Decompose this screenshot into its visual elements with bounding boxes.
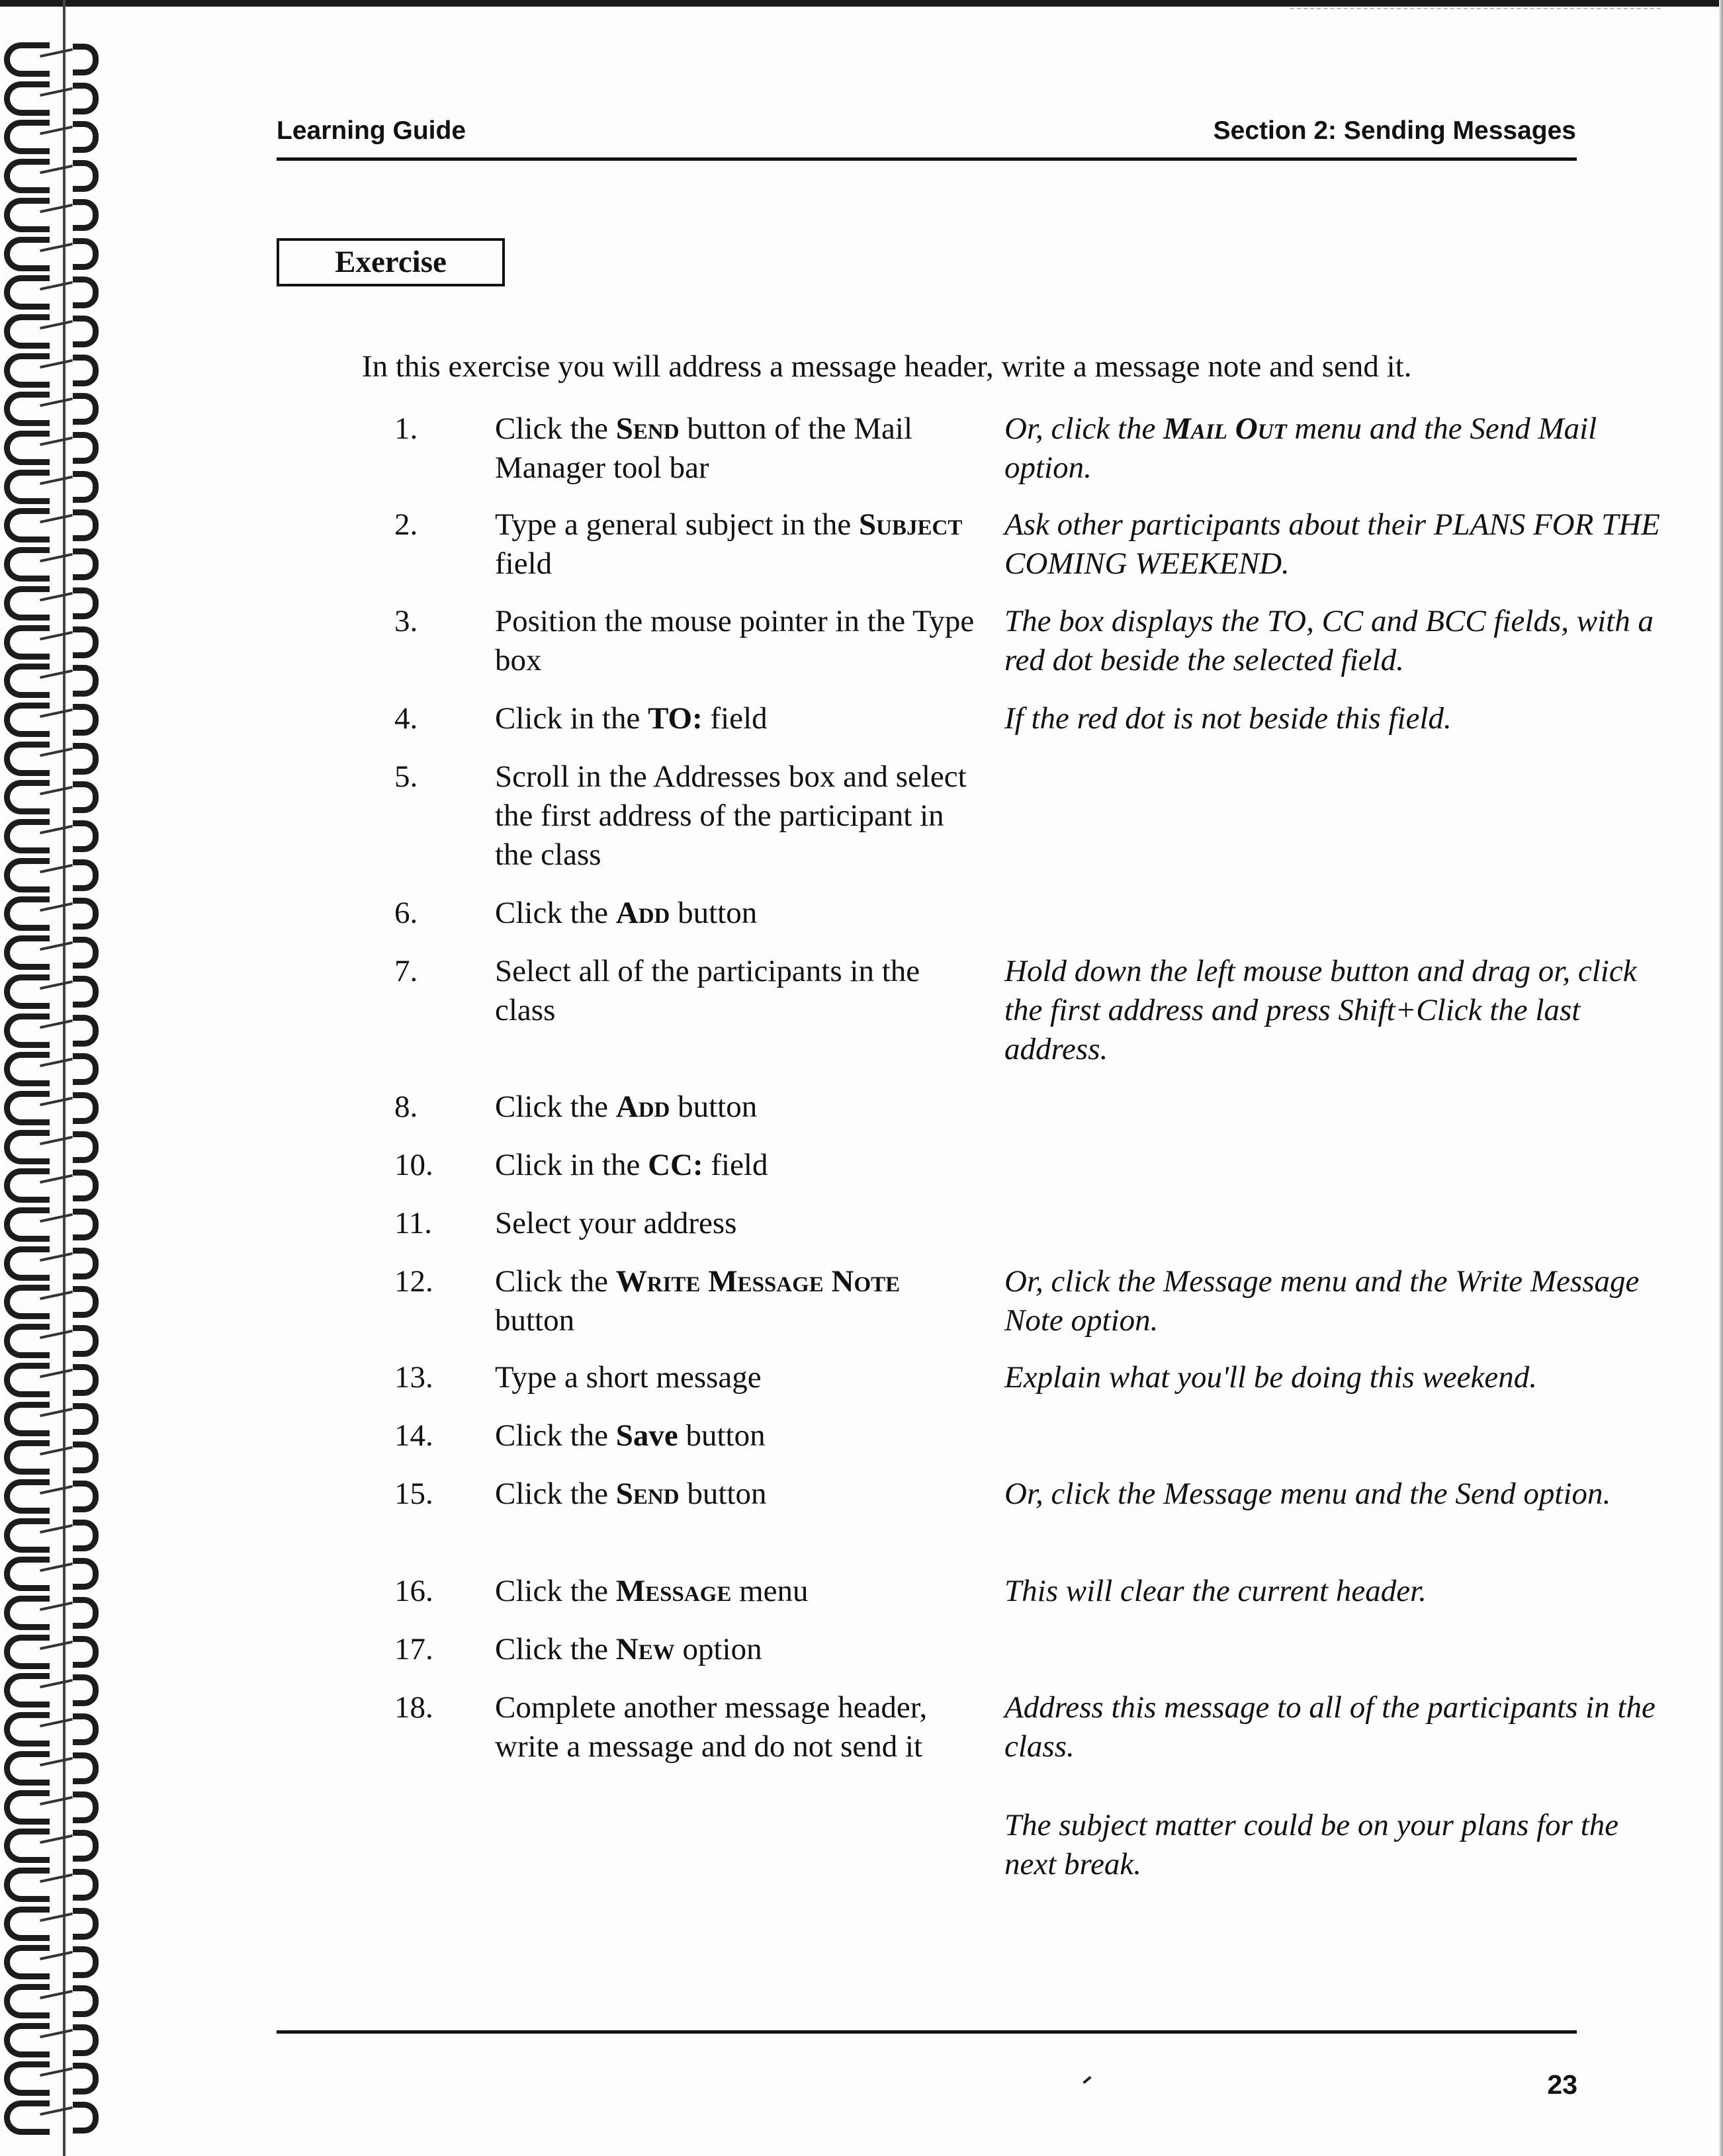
step-note [1004, 505, 1673, 583]
ui-term: Add [615, 1090, 670, 1124]
binding-ring [0, 1244, 99, 1275]
step-number: 7. [394, 954, 418, 988]
binding-ring [0, 351, 99, 382]
text-segment: option [674, 1632, 762, 1666]
exercise-intro: In this exercise you will address a message header, write a message note and send it. [362, 349, 1412, 384]
ui-term: CC: [648, 1148, 703, 1182]
text-segment: Click the [495, 1574, 616, 1608]
binding-ring [0, 2059, 99, 2091]
step-instruction [495, 1630, 978, 1669]
extra-note: The subject matter could be on your plans for the next break. [1004, 1808, 1619, 1881]
text-segment: Click the [495, 1090, 616, 1124]
binding-ring [0, 777, 99, 809]
step-instruction [495, 602, 978, 680]
binding-ring [0, 1088, 99, 1120]
text-segment: Click the [495, 1264, 616, 1299]
scan-artifact [1290, 8, 1661, 11]
ui-term: Send [615, 1477, 680, 1511]
text-segment: Address this message to all of the participants in the class. [1004, 1690, 1656, 1764]
binding-ring [0, 1438, 99, 1469]
step-number: 6. [394, 896, 418, 930]
text-segment: Or, click the Message menu and the Send option. [1004, 1477, 1611, 1511]
binding-ring [0, 467, 99, 499]
binding-ring [0, 1516, 99, 1547]
step-instruction [495, 1146, 978, 1185]
text-segment: This will clear the current header. [1004, 1574, 1427, 1608]
step-note [1004, 1688, 1673, 1766]
step-instruction [495, 952, 978, 1030]
text-segment: field [703, 1148, 768, 1182]
binding-ring [0, 234, 99, 266]
text-segment: Position the mouse pointer in the Type box [495, 604, 975, 677]
step-note [1004, 410, 1673, 488]
binding-ring [0, 855, 99, 887]
binding-ring [0, 1788, 99, 1819]
text-segment: The box displays the TO, CC and BCC fields, with a red dot beside the selected field. [1004, 604, 1654, 677]
pen-mark [1082, 2076, 1091, 2084]
binding-ring [0, 623, 99, 654]
binding-ring [0, 1399, 99, 1431]
text-segment: Select your address [495, 1206, 737, 1240]
ui-term: Message [615, 1574, 732, 1608]
page-edge-shadow [1719, 0, 1723, 2156]
text-segment: menu [731, 1574, 809, 1608]
ui-term: Add [615, 896, 670, 930]
binding-ring [0, 739, 99, 771]
header-divider [277, 157, 1577, 161]
binding-ring [0, 1709, 99, 1741]
text-segment: Type a short message [495, 1360, 762, 1395]
step-instruction [495, 1358, 978, 1397]
binding-ring [0, 1127, 99, 1159]
step-number: 4. [394, 701, 418, 736]
binding-ring [0, 195, 99, 227]
text-segment: field [702, 701, 768, 736]
binding-ring [0, 972, 99, 1004]
text-segment: Or, click the [1004, 411, 1164, 446]
ui-term: Write Message Note [615, 1264, 901, 1299]
header-section-title: Section 2: Sending Messages [1213, 116, 1576, 145]
binding-ring [0, 661, 99, 693]
text-segment: menu and the Send Mail option. [1004, 411, 1597, 485]
binding-ring [0, 2098, 99, 2130]
step-instruction [495, 894, 978, 933]
binding-ring [0, 700, 99, 732]
binding-ring [0, 1826, 99, 1858]
ui-term: Subject [859, 507, 963, 542]
text-segment: Select all of the participants in the class [495, 954, 920, 1027]
step-number: 14. [394, 1418, 433, 1453]
binding-ring [0, 544, 99, 576]
text-segment: Explain what you'll be doing this weekend. [1004, 1360, 1537, 1395]
binding-ring [0, 1166, 99, 1197]
binding-ring [0, 1865, 99, 1897]
binding-ring [0, 2020, 99, 2052]
binding-ring [0, 1632, 99, 1664]
step-number: 10. [394, 1148, 433, 1182]
text-segment: Click in the [495, 1148, 648, 1182]
step-instruction [495, 1572, 978, 1611]
text-segment: Click the [495, 1418, 616, 1453]
header-guide-title: Learning Guide [277, 116, 466, 145]
binding-ring [0, 79, 99, 110]
step-note [1004, 1572, 1673, 1611]
step-note [1004, 952, 1673, 1069]
text-segment: Ask other participants about their PLANS FOR THE COMING WEEKEND. [1004, 507, 1660, 581]
text-segment: Complete another message header, write a message and do not send it [495, 1690, 928, 1764]
binding-ring [0, 1554, 99, 1586]
ui-term: Save [615, 1418, 678, 1453]
step-instruction [495, 1262, 978, 1340]
step-number: 8. [394, 1090, 418, 1124]
step-number: 1. [394, 411, 418, 446]
binding-ring [0, 312, 99, 343]
text-segment: Or, click the Message menu and the Write Message Note option. [1004, 1264, 1640, 1338]
binding-ring [0, 1942, 99, 1974]
binding-ring [0, 156, 99, 188]
step-note [1004, 699, 1673, 738]
step-note [1004, 1262, 1673, 1340]
step-number: 12. [394, 1264, 433, 1299]
binding-ring [0, 1981, 99, 2013]
text-segment: field [495, 546, 552, 581]
ui-term: New [615, 1632, 675, 1666]
step-instruction [495, 699, 978, 738]
step-instruction [495, 410, 978, 488]
binding-ring [0, 273, 99, 304]
binding-ring [0, 1282, 99, 1314]
text-segment: button [495, 1303, 575, 1338]
step-instruction [495, 1475, 978, 1514]
binding-ring [0, 816, 99, 848]
binding-ring [0, 1593, 99, 1625]
text-segment: Click the [495, 896, 616, 930]
text-segment: button [670, 1090, 758, 1124]
text-segment: Type a general subject in the [495, 507, 860, 542]
step-number: 2. [394, 507, 418, 542]
step-number: 16. [394, 1574, 433, 1608]
page-number: 23 [1547, 2069, 1577, 2100]
step-number: 17. [394, 1632, 433, 1666]
step-number: 5. [394, 759, 418, 794]
text-segment: Click in the [495, 701, 648, 736]
step-instruction [495, 1688, 978, 1766]
text-segment: Hold down the left mouse button and drag or, click the first address and press Shift+Click the last address. [1004, 954, 1637, 1066]
text-segment: Click the [495, 1632, 616, 1666]
step-note [1004, 1475, 1673, 1514]
step-note [1004, 602, 1673, 680]
binding-ring [0, 1011, 99, 1043]
text-segment: button [679, 1477, 767, 1511]
text-segment: Click the [495, 1477, 616, 1511]
exercise-label-box: Exercise [277, 238, 505, 286]
step-instruction [495, 1416, 978, 1455]
step-number: 11. [394, 1206, 433, 1240]
binding-ring [0, 1360, 99, 1392]
scan-top-edge [0, 0, 1723, 7]
step-number: 18. [394, 1690, 433, 1725]
binding-ring [0, 505, 99, 537]
text-segment: button [670, 896, 758, 930]
step-instruction [495, 1204, 978, 1243]
text-segment: button [678, 1418, 766, 1453]
binding-ring [0, 1205, 99, 1236]
step-number: 3. [394, 604, 418, 638]
binding-ring [0, 1670, 99, 1702]
binding-ring [0, 428, 99, 460]
ui-term: TO: [648, 701, 703, 736]
binding-ring [0, 389, 99, 421]
text-segment: If the red dot is not beside this field. [1004, 701, 1452, 736]
binding-ring [0, 1904, 99, 1936]
binding-ring [0, 40, 99, 71]
text-segment: button of the Mail Manager tool bar [495, 411, 913, 485]
binding-ring [0, 583, 99, 615]
spiral-binding [0, 40, 119, 2150]
step-instruction [495, 505, 978, 583]
step-note [1004, 1358, 1673, 1397]
binding-ring [0, 1321, 99, 1353]
step-instruction [495, 1088, 978, 1127]
footer-divider [277, 2030, 1577, 2034]
binding-ring [0, 894, 99, 926]
binding-ring [0, 933, 99, 965]
step-number: 15. [394, 1477, 433, 1511]
text-segment: Scroll in the Addresses box and select the first address of the participant in the class [495, 759, 967, 872]
binding-ring [0, 1477, 99, 1508]
text-segment: Click the [495, 411, 616, 446]
binding-ring [0, 1748, 99, 1780]
binding-ring [0, 1049, 99, 1081]
ui-term: Mail Out [1163, 411, 1287, 446]
binding-ring [0, 117, 99, 149]
step-number: 13. [394, 1360, 433, 1395]
step-instruction [495, 757, 978, 875]
ui-term: Send [615, 411, 680, 446]
